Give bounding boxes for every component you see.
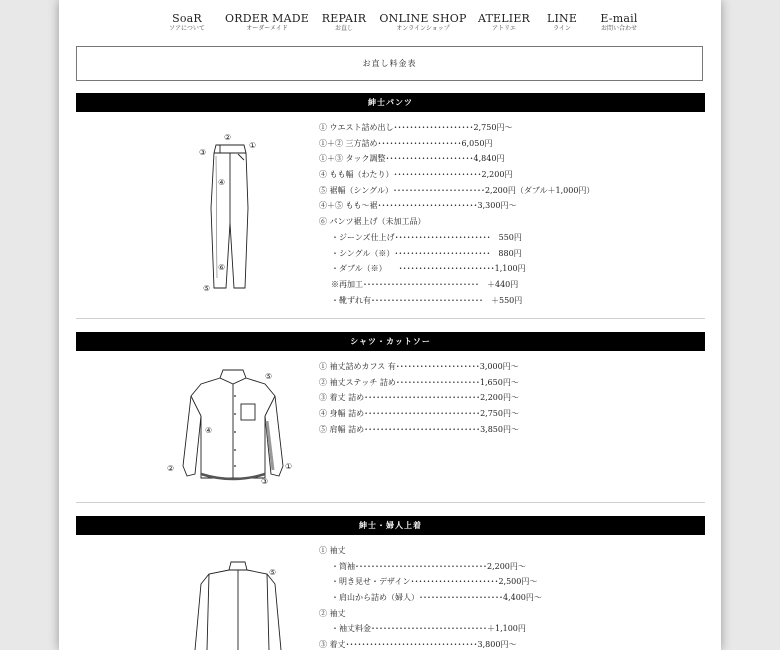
section-header-jackets: 紳士・婦人上着 [76, 516, 705, 535]
section-header-shirts: シャツ・カットソー [76, 332, 705, 351]
shirts-price-list [319, 359, 699, 437]
price-row: ①＋③ タック調整･･････････････････････4,840円 [319, 154, 505, 164]
shirt-marker-4: ④ [205, 426, 213, 435]
price-row: ① 袖丈詰めカフス 有･････････････････････3,000円～ [319, 362, 519, 371]
price-row: ①＋② 三方詰め･････････････････････6,050円 [319, 138, 493, 148]
trousers-marker-1: ① [249, 141, 257, 150]
nav-line-label: LINE [546, 12, 578, 25]
price-row: ④ 身幅 詰め･････････････････････････････2,750円～ [319, 409, 519, 419]
price-row: ・シングル（※）････････････････････････ 880円 [331, 248, 522, 258]
nav-online-shop[interactable] [379, 12, 466, 33]
trousers-price-list [319, 120, 699, 308]
nav-order-made[interactable] [225, 12, 309, 33]
price-row: ① ウエスト詰め出し････････････････････2,750円～ [319, 123, 513, 132]
trousers-marker-4: ④ [218, 178, 226, 187]
price-row: ・袖丈料金･････････････････････････････＋1,100円 [331, 624, 526, 634]
section-divider [76, 318, 705, 319]
nav-soar-label: SoaR [172, 12, 202, 25]
nav-order-made-label: ORDER MADE [225, 12, 309, 25]
price-row: ・靴ずれ有････････････････････････････ ＋550円 [331, 295, 523, 305]
price-row: ⑤ 肩幅 詰め･････････････････････････････3,850円～ [319, 424, 519, 434]
nav-soar-sublabel: ソアについて [169, 25, 205, 32]
section-divider [76, 502, 705, 503]
shirt-marker-2: ② [167, 464, 175, 473]
nav-online-shop-sublabel: オンラインショップ [396, 25, 450, 32]
nav-repair[interactable] [322, 12, 366, 33]
nav-repair-sublabel: お直し [334, 25, 354, 32]
jacket-illustration [187, 556, 287, 650]
nav-atelier[interactable] [478, 12, 530, 33]
nav-atelier-label: ATELIER [477, 12, 531, 25]
main-nav [59, 12, 721, 42]
price-row: ※再加工･････････････････････････････ ＋440円 [331, 279, 519, 289]
price-row: ⑤ 裾幅（シングル）･･･････････････････････2,200円（ダブル＋1,000円） [319, 185, 595, 195]
price-row: ・肩山から詰め（婦人）･････････････････････4,400円～ [331, 593, 542, 603]
jackets-price-list [319, 543, 699, 650]
jacket-marker-5: ⑤ [269, 568, 277, 577]
trousers-illustration [194, 128, 264, 296]
price-row: ・ダブル（※） ････････････････････････1,100円 [331, 264, 526, 274]
nav-order-made-sublabel: オーダーメイド [246, 25, 288, 32]
price-row: ③ 着丈･････････････････････････････････3,800円～ [319, 640, 517, 650]
price-row: ・明き見せ・デザイン･･････････････････････2,500円～ [331, 577, 538, 587]
nav-line-sublabel: ライン [553, 25, 571, 32]
nav-soar[interactable] [169, 12, 205, 33]
price-row: ③ 着丈 詰め･････････････････････････････2,200円～ [319, 393, 519, 403]
nav-online-shop-label: ONLINE SHOP [379, 12, 467, 25]
price-row: ・筒袖･････････････････････････････････2,200円～ [331, 561, 526, 571]
nav-email-sublabel: お問い合わせ [600, 25, 637, 32]
price-row: ② 袖丈ステッチ 詰め･････････････････････1,650円～ [319, 377, 519, 387]
price-row: ・ジーンズ仕上げ････････････････････････ 550円 [331, 232, 522, 242]
page-title: お直し料金表 [76, 46, 703, 81]
shirt-marker-5: ⑤ [265, 372, 273, 381]
shirt-marker-1: ① [285, 462, 293, 471]
price-row: ① 袖丈 [319, 546, 346, 555]
nav-atelier-sublabel: アトリエ [492, 25, 516, 32]
trousers-marker-5: ⑤ [203, 284, 211, 293]
section-header-trousers: 紳士パンツ [76, 93, 705, 112]
shirt-illustration [163, 366, 303, 490]
nav-line[interactable] [547, 12, 577, 33]
trousers-marker-3: ③ [199, 148, 207, 157]
price-row: ② 袖丈 [319, 608, 346, 618]
shirt-marker-3: ③ [261, 477, 269, 486]
trousers-marker-6: ⑥ [218, 263, 226, 272]
nav-repair-label: REPAIR [321, 12, 367, 25]
nav-email[interactable] [600, 12, 637, 33]
price-row: ④ もも幅（わたり）･･････････････････････2,200円 [319, 170, 513, 180]
nav-email-label: E-mail [600, 12, 638, 25]
price-row: ④＋⑤ もも～裾･････････････････････････3,300円～ [319, 201, 517, 211]
page [59, 0, 721, 650]
trousers-marker-2: ② [224, 133, 232, 142]
price-row: ⑥ パンツ裾上げ（未加工品） [319, 217, 426, 227]
